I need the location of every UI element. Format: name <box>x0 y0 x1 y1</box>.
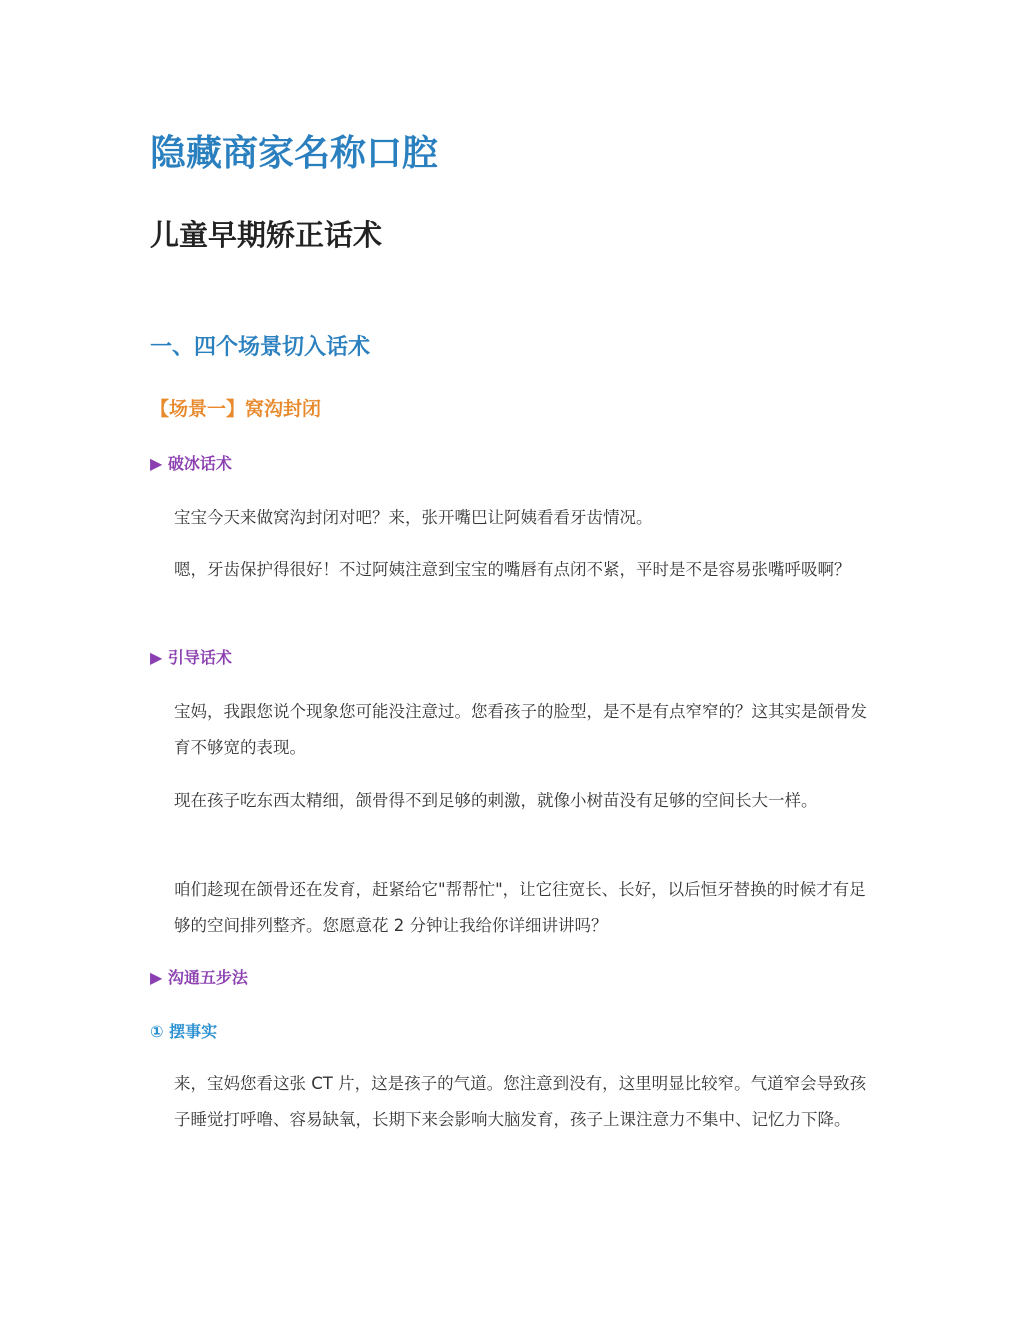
paragraph: 咱们趁现在颌骨还在发育，赶紧给它"帮帮忙"，让它往宽长、长好，以后恒牙替换的时候才有足够的空间排列整齐。您愿意花 2 分钟让我给你详细讲讲吗？ <box>174 880 866 935</box>
scene-heading: 【场景一】窝沟封闭 <box>150 398 322 420</box>
icebreaker-heading: ▶ 破冰话术 <box>150 454 232 473</box>
guide-heading: ▶ 引导话术 <box>150 648 232 667</box>
five-steps-heading: ▶ 沟通五步法 <box>150 968 248 987</box>
paragraph: 嗯，牙齿保护得很好！不过阿姨注意到宝宝的嘴唇有点闭不紧，平时是不是容易张嘴呼吸啊？ <box>174 560 851 579</box>
paragraph: 现在孩子吃东西太精细，颌骨得不到足够的刺激，就像小树苗没有足够的空间长大一样。 <box>174 791 818 810</box>
paragraph: 来，宝妈您看这张 CT 片，这是孩子的气道。您注意到没有，这里明显比较窄。气道窄会导致孩子睡觉打呼噜、容易缺氧，长期下来会影响大脑发育，孩子上课注意力不集中、记忆力下降。 <box>174 1074 867 1129</box>
section-heading: 一、四个场景切入话术 <box>150 335 371 360</box>
step-1-heading: ① 摆事实 <box>150 1022 218 1041</box>
document-title: 隐藏商家名称口腔 <box>150 133 439 174</box>
paragraph: 宝宝今天来做窝沟封闭对吧？来，张开嘴巴让阿姨看看牙齿情况。 <box>174 508 653 527</box>
paragraph: 宝妈，我跟您说个现象您可能没注意过。您看孩子的脸型，是不是有点窄窄的？这其实是颌骨发育不够宽的表现。 <box>174 702 867 757</box>
document-subtitle: 儿童早期矫正话术 <box>150 218 383 252</box>
